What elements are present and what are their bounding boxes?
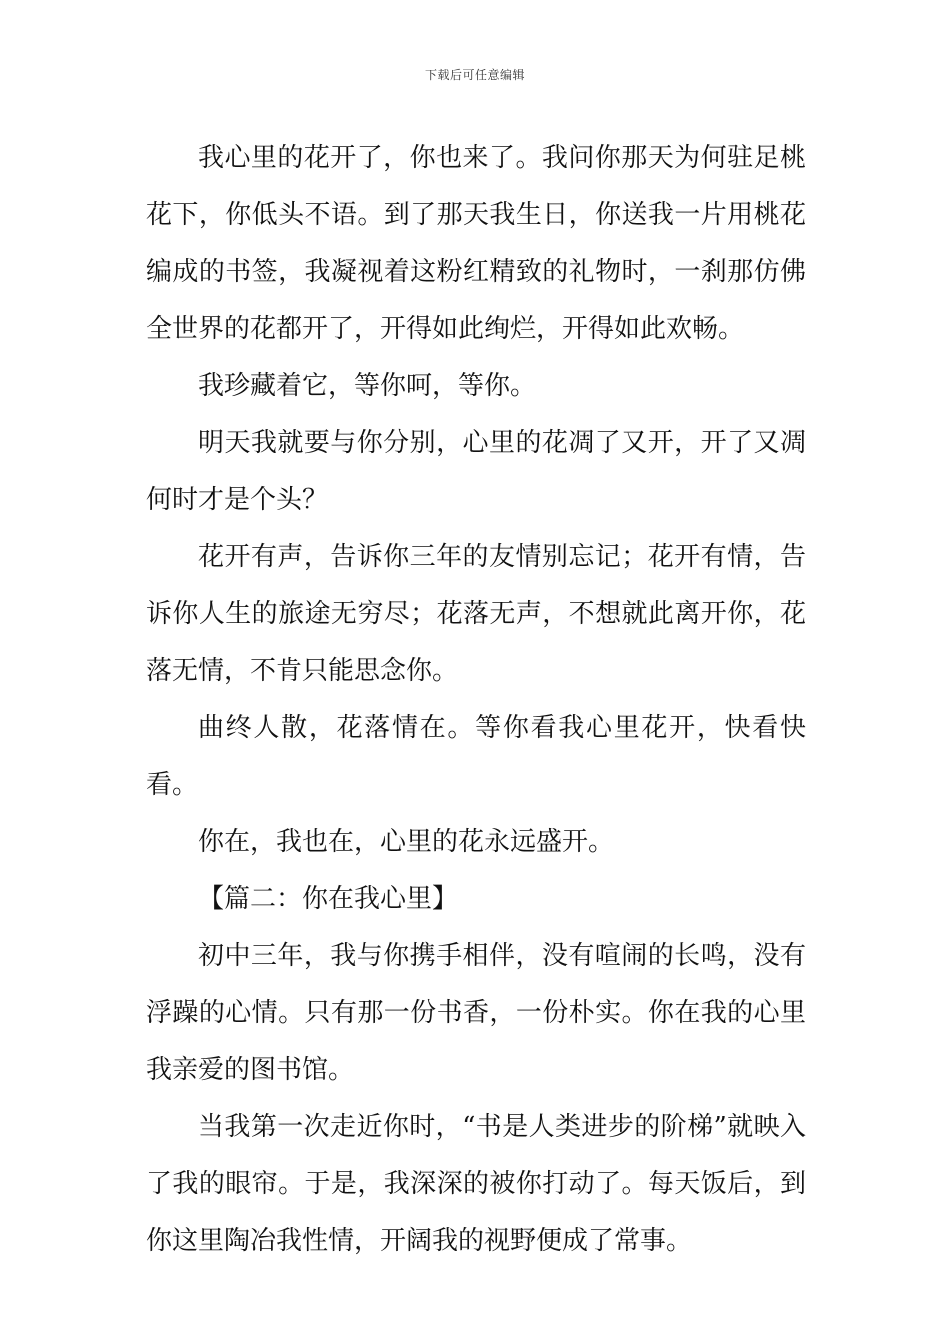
- paragraph: 初中三年，我与你携手相伴，没有喧闹的长鸣，没有浮躁的心情。只有那一份书香，一份朴实。你在我的心里我亲爱的图书馆。: [146, 941, 806, 1085]
- section-heading: 【篇二：你在我心里】: [198, 884, 459, 914]
- paragraph: 明天我就要与你分别，心里的花凋了又开，开了又凋何时才是个头？: [146, 428, 806, 515]
- paragraph: 你在，我也在，心里的花永远盛开。: [198, 827, 615, 857]
- page-header: 下载后可任意编辑: [424, 68, 525, 82]
- paragraph: 曲终人散，花落情在。等你看我心里花开，快看快看。: [146, 713, 806, 800]
- paragraph: 我珍藏着它，等你呵，等你。: [198, 371, 537, 401]
- paragraph: 当我第一次走近你时，“书是人类进步的阶梯”就映入了我的眼帘。于是，我深深的被你打动了。每天饭后，到你这里陶冶我性情，开阔我的视野便成了常事。: [146, 1112, 806, 1256]
- paragraph: 花开有声，告诉你三年的友情别忘记；花开有情，告诉你人生的旅途无穷尽；花落无声，不想就此离开你，花落无情，不肯只能思念你。: [146, 542, 806, 686]
- document-body: [146, 130, 806, 1270]
- paragraph: 我心里的花开了，你也来了。我问你那天为何驻足桃花下，你低头不语。到了那天我生日，你送我一片用桃花编成的书签，我凝视着这粉红精致的礼物时，一刹那仿佛全世界的花都开了，开得如此绚烂，开得如此欢畅。: [146, 143, 806, 344]
